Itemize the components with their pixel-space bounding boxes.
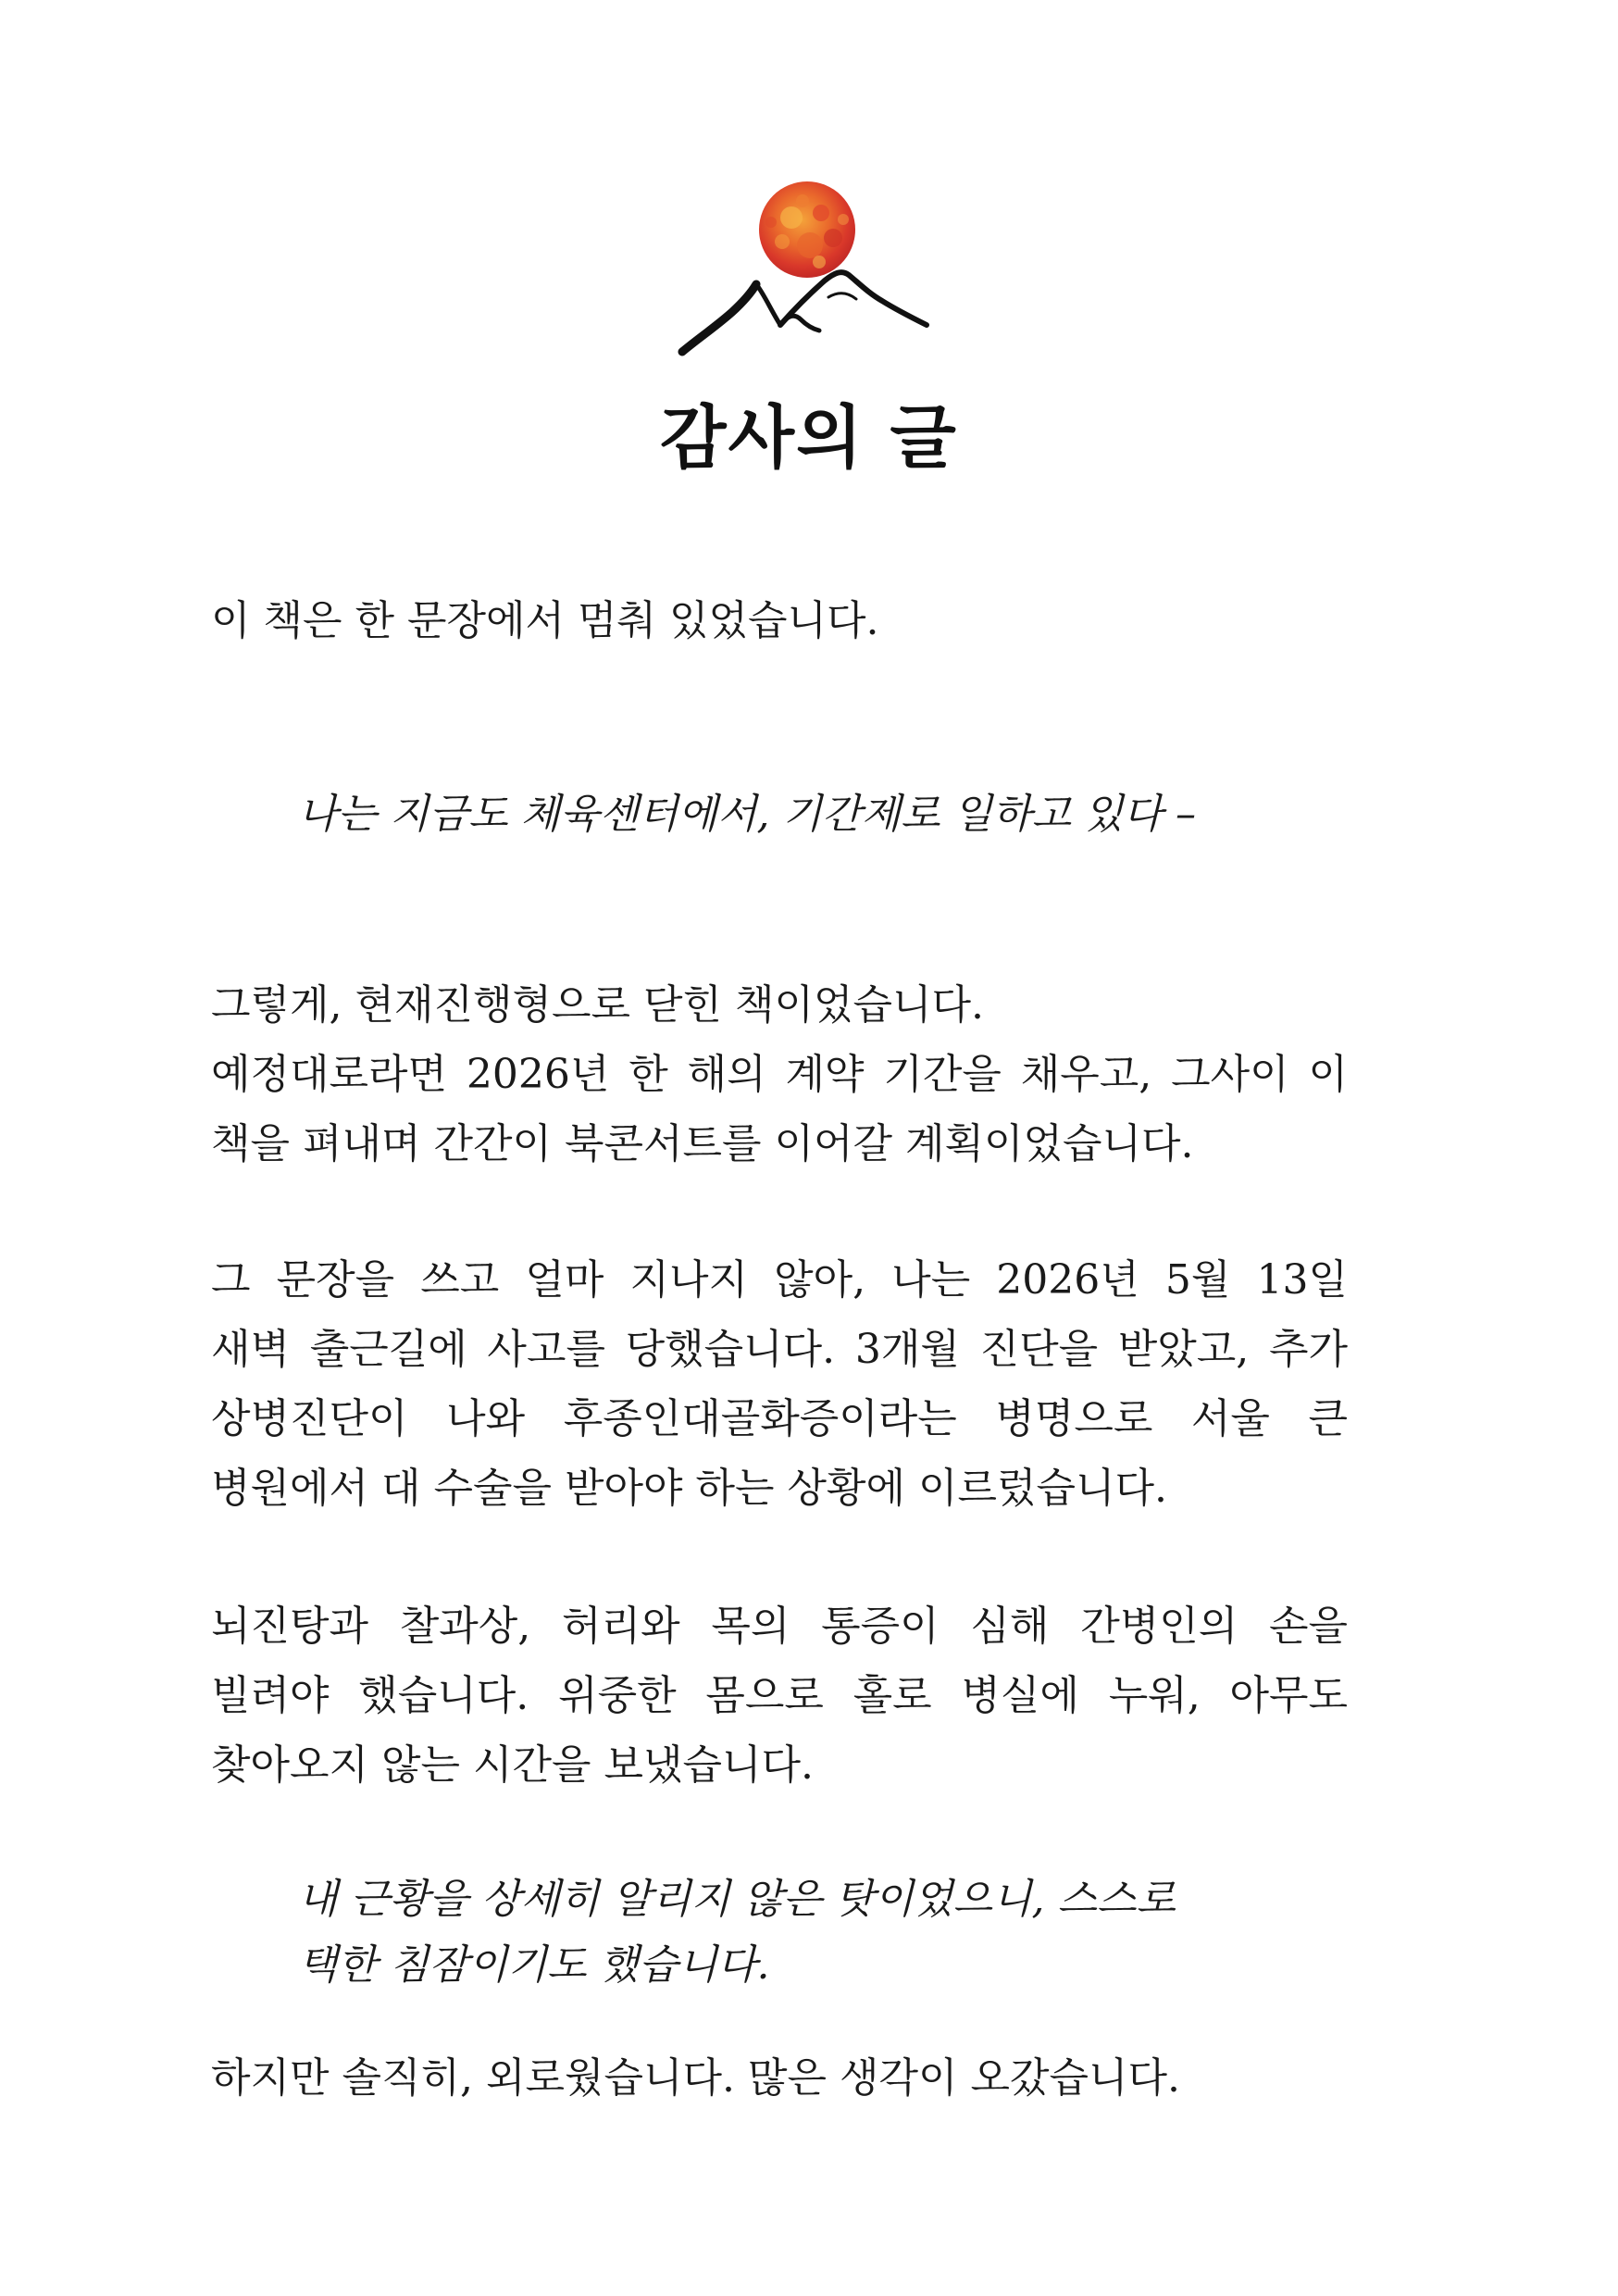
paragraph-line: 그 문장을 쓰고 얼마 지나지 않아, 나는 2026년 5월 13일 bbox=[211, 1256, 1348, 1304]
quote-line: 내 근황을 상세히 알리지 않은 탓이었으니, 스스로 bbox=[298, 1876, 1176, 1923]
paragraph-line: 뇌진탕과 찰과상, 허리와 목의 통증이 심해 간병인의 손을 bbox=[211, 1603, 1348, 1650]
sun-over-mountains-icon bbox=[671, 181, 949, 366]
paragraph-line: 빌려야 했습니다. 위중한 몸으로 홀로 병실에 누워, 아무도 bbox=[211, 1672, 1348, 1719]
paragraph-line: 예정대로라면 2026년 한 해의 계약 기간을 채우고, 그사이 이 bbox=[211, 1051, 1348, 1098]
quote-line: 택한 침잠이기도 했습니다. bbox=[298, 1941, 770, 1989]
paragraph-line: 하지만 솔직히, 외로웠습니다. 많은 생각이 오갔습니다. bbox=[211, 2054, 1180, 2102]
paragraph-line: 책을 펴내며 간간이 북콘서트를 이어갈 계획이었습니다. bbox=[211, 1120, 1194, 1167]
mountains-icon bbox=[682, 272, 927, 352]
paragraph-line: 그렇게, 현재진행형으로 닫힌 책이었습니다. bbox=[211, 981, 985, 1029]
sun-icon bbox=[759, 181, 855, 278]
paragraph-line: 이 책은 한 문장에서 멈춰 있었습니다. bbox=[211, 597, 879, 644]
paragraph-line: 새벽 출근길에 사고를 당했습니다. 3개월 진단을 받았고, 추가 bbox=[211, 1326, 1348, 1373]
paragraph-line: 찾아오지 않는 시간을 보냈습니다. bbox=[211, 1741, 814, 1789]
paragraph-line: 상병진단이 나와 후종인대골화증이라는 병명으로 서울 큰 bbox=[211, 1395, 1348, 1442]
page-title: 감사의 글 bbox=[660, 398, 958, 478]
quote-line: 나는 지금도 체육센터에서, 기간제로 일하고 있다 – bbox=[298, 791, 1196, 838]
paragraph-line: 병원에서 대 수술을 받아야 하는 상황에 이르렀습니다. bbox=[211, 1465, 1167, 1512]
